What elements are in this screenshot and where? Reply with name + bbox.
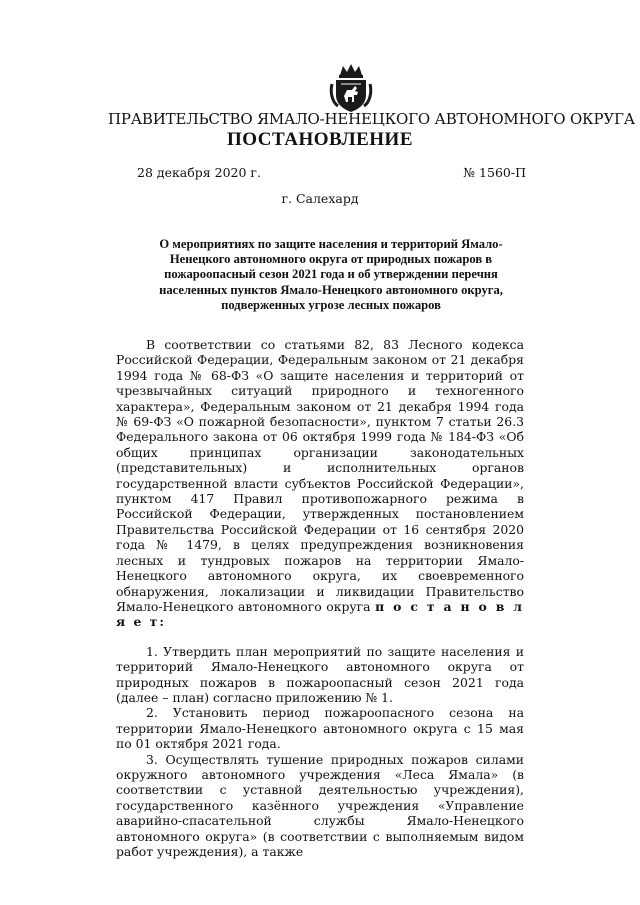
item-1-paragraph: 1. Утвердить план мероприятий по защите населения и территорий Ямало-Ненецкого автономного округа от природных пожаров в пожароопасный сезон 2021 года (далее – план) согласно приложению № 1. [116, 643, 524, 705]
government-title: ПРАВИТЕЛЬСТВО ЯМАЛО-НЕНЕЦКОГО АВТОНОМНОГО ОКРУГА [108, 110, 635, 128]
preamble-paragraph [116, 337, 524, 630]
document-number: № 1560-П [463, 165, 526, 180]
document-body [116, 337, 524, 859]
document-type: ПОСТАНОВЛЕНИЕ [226, 129, 414, 150]
document-city: г. Салехард [281, 191, 359, 206]
preamble-text: В соответствии со статьями 82, 83 Лесного кодекса Российской Федерации, Федеральным законом от 21 декабря 1994 года № 68-ФЗ «О защите населения и территорий от чрезвычайных ситуаций природного и техногенного характера», Федеральным законом от 21 декабря 1994 года № 69-ФЗ «О пожарной безопасности», пунктом 7 статьи 26.3 Федерального закона от 06 октября 1999 года № 184-ФЗ «Об общих принципах организации законодательных (представительных) и исполнительных органов государственной власти субъектов Российской Федерации», пунктом 417 Правил противопожарного режима в Российской Федерации, утвержденных постановлением Правительства Российской Федерации от 16 сентября 2020 года № 1479, в целях предупреждения возникновения лесных и тундровых пожаров на территории Ямало-Ненецкого автономного округа, их своевременного обнаружения, локализации и ликвидации Правительство Ямало-Ненецкого автономного округа [116, 337, 524, 614]
item-2-paragraph: 2. Установить период пожароопасного сезона на территории Ямало-Ненецкого автономного округа с 15 мая по 01 октября 2021 года. [116, 705, 524, 752]
yamal-coat-of-arms-icon [326, 62, 376, 114]
item-3-paragraph: 3. Осуществлять тушение природных пожаров силами окружного автономного учреждения «Леса Ямала» (в соответствии с уставной деятельностью учреждения), государственного казённого учреждения «Управление аварийно-спасательной службы Ямало-Ненецкого автономного округа» (в соответствии с выполняемым видом работ учреждения), а также [116, 751, 524, 859]
document-subject: О мероприятиях по защите населения и территорий Ямало-Ненецкого автономного округа от природных пожаров в пожароопасный сезон 2021 года и об утверждении перечня населенных пунктов Ямало-Ненецкого автономного округа, подверженных угрозе лесных пожаров [159, 237, 503, 312]
document-date: 28 декабря 2020 г. [137, 165, 261, 180]
decree-word: п о с т а н о в л я е т: [116, 598, 524, 630]
